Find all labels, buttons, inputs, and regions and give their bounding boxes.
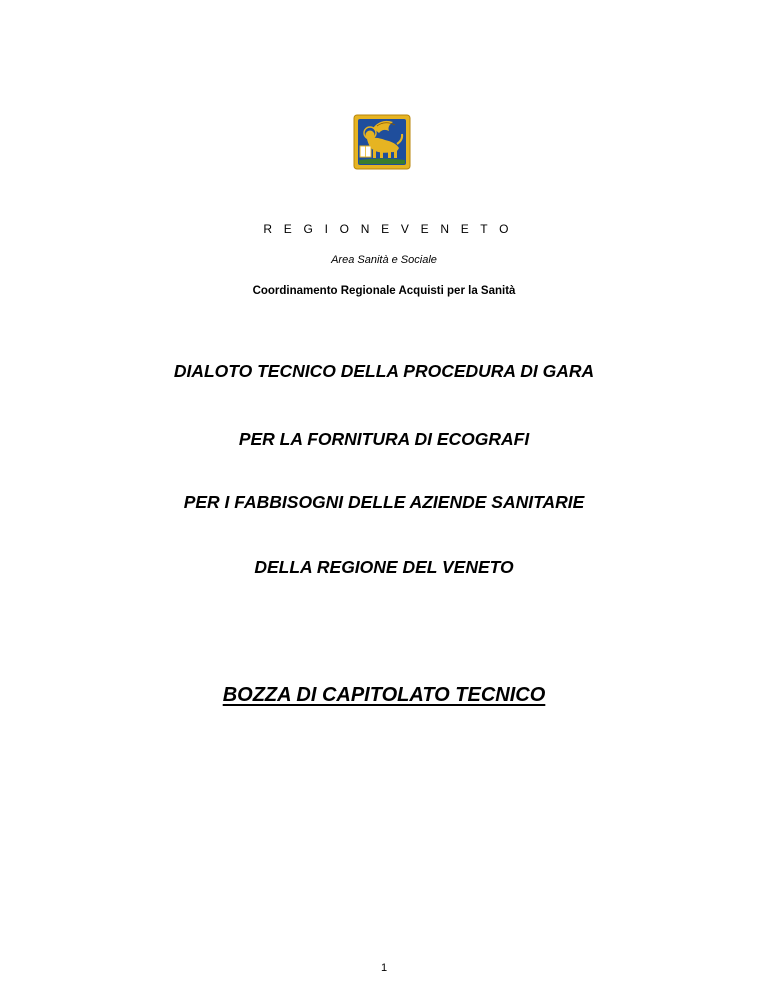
title-line-4: DELLA REGIONE DEL VENETO: [254, 557, 514, 577]
title-line-2: PER LA FORNITURA DI ECOGRAFI: [238, 429, 530, 449]
coordination-office: Coordinamento Regionale Acquisti per la Sanità: [252, 285, 516, 297]
document-heading: BOZZA DI CAPITOLATO TECNICO: [222, 684, 546, 706]
title-line-3: PER I FABBISOGNI DELLE AZIENDE SANITARIE: [183, 492, 585, 512]
region-name: R E G I O N E V E N E T O: [263, 222, 513, 236]
regione-veneto-lion-crest-icon: [353, 114, 411, 170]
department-area: Area Sanità e Sociale: [331, 254, 437, 266]
page-number: 1: [380, 962, 388, 974]
title-line-1: DIALOTO TECNICO DELLA PROCEDURA DI GARA: [173, 361, 595, 381]
